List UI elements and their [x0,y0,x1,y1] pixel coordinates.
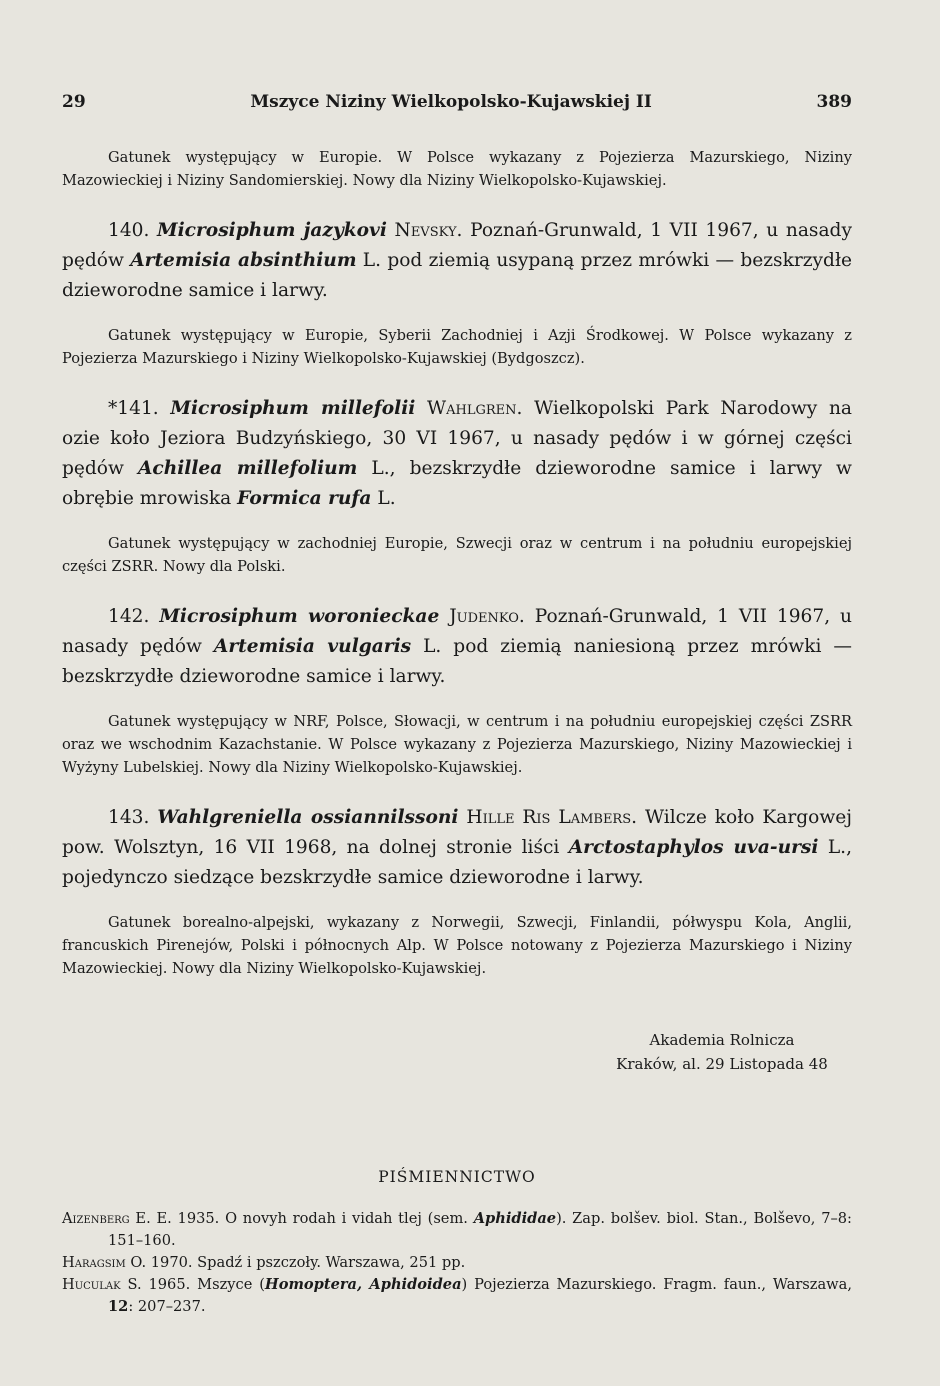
reference-text: ). Zap. bolšev. biol. Stan., Bolševo, 7–8: 151–160. [108,1210,852,1249]
note-140: Gatunek występujący w Europie, Syberii Zachodniej i Azji Środkowej. W Polsce wykazany z Pojezierza Mazurskiego i Niziny Wielkopolsko-Kujawskiej (Bydgoszcz). [62,327,852,367]
reference-item [62,1274,852,1318]
species-author: Judenko. [449,606,525,627]
reference-author: Haragsim [62,1254,126,1271]
entry-142 [62,602,852,692]
reference-text: O. 1970. Spadź i pszczoły. Warszawa, 251 pp. [125,1254,466,1271]
entry-text: L. pod ziemią naniesioną przez mrówki — bezskrzydłe dzieworodne samice i larwy. [62,636,852,687]
note-141: Gatunek występujący w zachodniej Europie, Szwecji oraz w centrum i na południu europejskiej części ZSRR. Nowy dla Polski. [62,535,852,575]
affiliation-address: Kraków, al. 29 Listopada 48 [616,1055,828,1073]
running-title: Mszyce Niziny Wielkopolsko-Kujawskiej II [250,92,652,112]
species-name: Microsiphum woronieckae [159,606,440,627]
reference-text: ) Pojezierza Mazurskiego. Fragm. faun., Warszawa, [461,1276,852,1293]
reference-text: S. 1965. Mszyce ( [120,1276,265,1293]
entry-text: Poznań-Grunwald, 1 VII 1967, u nasady pędów [62,606,852,657]
reference-author: Aizenberg [62,1210,130,1227]
entry-text: Wielkopolski Park Narodowy na ozie koło Jeziora Budzyńskiego, 30 VI 1967, u nasady pędów i w górnej części pędów [62,398,853,479]
reference-item [62,1208,852,1252]
entry-143 [62,803,852,893]
note-142: Gatunek występujący w NRF, Polsce, Słowacji, w centrum i na południu europejskiej części ZSRR oraz we wschodnim Kazachstanie. W Polsce wykazany z Pojezierza Mazurskiego, Niziny Mazowieckiej i Wyżyny Lubelskiej. Nowy dla Niziny Wielkopolsko-Kujawskiej. [62,713,852,776]
reference-taxon: Aphididae [473,1210,557,1227]
species-name: Microsiphum jazykovi [157,220,387,241]
species-author: Hille Ris Lambers. [466,807,638,828]
reference-taxon: Homoptera, Aphidoidea [264,1276,462,1293]
reference-text: E. E. 1935. O novyh rodah i vidah tlej (sem. [129,1210,474,1227]
entry-text: L., pojedynczo siedzące bezskrzydłe samice dzieworodne i larwy. [62,837,852,888]
note-143: Gatunek borealno-alpejski, wykazany z Norwegii, Szwecji, Finlandii, półwyspu Kola, Anglii, francuskich Pirenejów, Polski i północnych Alp. W Polsce notowany z Pojezierza Mazurskiego i Niziny Mazowieckiej. Nowy dla Niziny Wielkopolsko-Kujawskiej. [62,914,852,977]
entry-text: L. [371,488,396,509]
affiliation-institution: Akademia Rolnicza [649,1031,795,1049]
host-plant: Arctostaphylos uva-ursi [568,837,819,858]
page-number: 389 [816,92,852,112]
entry-text: L. pod ziemią usypaną przez mrówki — bezskrzydłe dzieworodne samice i larwy. [62,250,852,301]
entry-number: 140. [108,220,150,241]
entry-text: L., bezskrzydłe dzieworodne samice i larwy w obrębie mrowiska [62,458,852,509]
entry-140 [62,216,852,306]
entry-number: *141. [108,398,159,419]
species-author: Wahlgren. [427,398,523,419]
main-text [62,146,852,1318]
reference-volume: 12 [108,1298,129,1315]
species-name: Microsiphum millefolii [170,398,416,419]
host-plant: Artemisia absinthium [130,250,357,271]
references-heading: PIŚMIENNICTWO [378,1168,536,1186]
page-chapter-number: 29 [62,92,86,112]
reference-text: : 207–237. [128,1298,206,1315]
reference-list [62,1208,852,1318]
running-header [62,92,852,112]
paragraph-note-139: Gatunek występujący w Europie. W Polsce wykazany z Pojezierza Mazurskiego, Niziny Mazowieckiej i Niziny Sandomierskiej. Nowy dla Niziny Wielkopolsko-Kujawskiej. [62,149,852,189]
species-name: Wahlgreniella ossiannilssoni [157,807,459,828]
host-plant: Artemisia vulgaris [213,636,412,657]
entry-141 [62,394,852,514]
host-plant: Achillea millefolium [137,458,358,479]
entry-number: 143. [108,807,150,828]
entry-text: Poznań-Grunwald, 1 VII 1967, u nasady pędów [62,220,852,271]
entry-number: 142. [108,606,150,627]
author-affiliation [62,1028,852,1076]
reference-author: Huculak [62,1276,121,1293]
reference-item [62,1252,852,1274]
species-author: Nevsky. [394,220,463,241]
entry-text: Wilcze koło Kargowej pow. Wolsztyn, 16 VII 1968, na dolnej stronie liści [62,807,852,858]
ant-species: Formica rufa [237,488,372,509]
